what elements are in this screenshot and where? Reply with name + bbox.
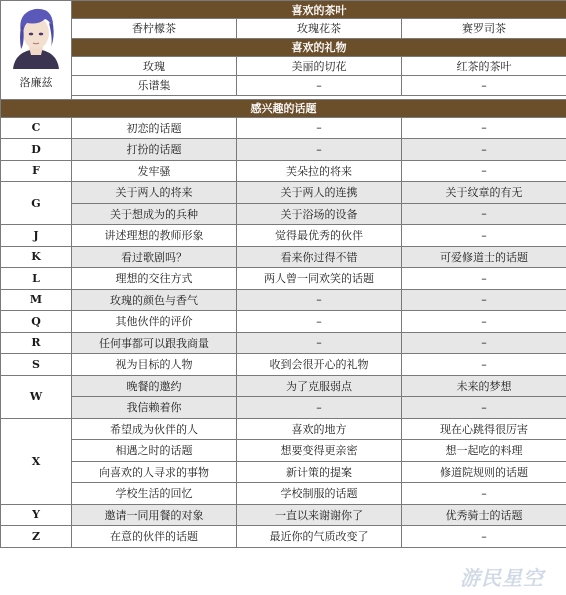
topic-letter: M [1, 289, 72, 311]
topic-item: 收到会很开心的礼物 [237, 354, 402, 376]
topic-item: 晚餐的邀约 [72, 375, 237, 397]
gift-header: 喜欢的礼物 [72, 38, 566, 56]
topic-item: – [402, 160, 566, 182]
topic-item: – [402, 139, 566, 161]
topic-item: 邀请一同用餐的对象 [72, 504, 237, 526]
gift-item: 乐谱集 [72, 76, 237, 96]
topic-item: 芙朵拉的将来 [237, 160, 402, 182]
topic-letter: Q [1, 311, 72, 333]
topic-letter: W [1, 375, 72, 418]
topic-letter: R [1, 332, 72, 354]
topic-letter: D [1, 139, 72, 161]
topic-item: – [402, 483, 566, 505]
topic-item: 相遇之时的话题 [72, 440, 237, 462]
topic-item: 关于浴场的设备 [237, 203, 402, 225]
topic-item: 讲述理想的教师形象 [72, 225, 237, 247]
topic-item: 两人曾一同欢笑的话题 [237, 268, 402, 290]
topic-item: 学校生活的回忆 [72, 483, 237, 505]
topic-item: 在意的伙伴的话题 [72, 526, 237, 548]
gift-item: – [237, 76, 402, 96]
topic-letter: Y [1, 504, 72, 526]
topic-item: 觉得最优秀的伙伴 [237, 225, 402, 247]
character-portrait-icon [5, 3, 67, 69]
topic-item: 最近你的气质改变了 [237, 526, 402, 548]
tea-item: 赛罗司茶 [402, 19, 566, 39]
gift-item: 玫瑰 [72, 56, 237, 76]
topic-item: 发牢骚 [72, 160, 237, 182]
topic-letter: L [1, 268, 72, 290]
topic-item: – [402, 332, 566, 354]
topic-item: 学校制服的话题 [237, 483, 402, 505]
topic-item: – [402, 203, 566, 225]
topic-item: 喜欢的地方 [237, 418, 402, 440]
topic-item: – [402, 397, 566, 419]
gift-item: – [402, 76, 566, 96]
topic-item: – [402, 117, 566, 139]
topic-item: 初恋的话题 [72, 117, 237, 139]
topic-item: 想一起吃的料理 [402, 440, 566, 462]
topic-item: 想要变得更亲密 [237, 440, 402, 462]
topic-letter: S [1, 354, 72, 376]
topic-item: – [237, 311, 402, 333]
topic-item: – [237, 397, 402, 419]
tea-header: 喜欢的茶叶 [72, 1, 566, 19]
topic-item: 为了克服弱点 [237, 375, 402, 397]
topic-letter: K [1, 246, 72, 268]
gift-item: 红茶的茶叶 [402, 56, 566, 76]
watermark: 游民星空 [460, 566, 544, 590]
topic-item: 新计策的提案 [237, 461, 402, 483]
topic-item: 向喜欢的人寻求的事物 [72, 461, 237, 483]
topic-item: 打扮的话题 [72, 139, 237, 161]
topic-item: 优秀骑士的话题 [402, 504, 566, 526]
topic-item: – [237, 117, 402, 139]
topic-item: – [402, 225, 566, 247]
topic-item: – [402, 354, 566, 376]
topic-item: – [402, 289, 566, 311]
topic-item: 修道院规则的话题 [402, 461, 566, 483]
topic-item: 任何事都可以跟我商量 [72, 332, 237, 354]
topic-item: – [237, 332, 402, 354]
topic-letter: C [1, 117, 72, 139]
topic-item: 未来的梦想 [402, 375, 566, 397]
topic-item: – [402, 311, 566, 333]
topic-letter: J [1, 225, 72, 247]
topic-item: 关于两人的将来 [72, 182, 237, 204]
gift-item: 美丽的切花 [237, 56, 402, 76]
topic-item: 看过歌剧吗？ [72, 246, 237, 268]
topic-item: 可爱修道士的话题 [402, 246, 566, 268]
topic-item: 视为目标的人物 [72, 354, 237, 376]
topic-item: 其他伙伴的评价 [72, 311, 237, 333]
topic-letter: Z [1, 526, 72, 548]
topic-item: 现在心跳得很厉害 [402, 418, 566, 440]
tea-item: 香柠檬茶 [72, 19, 237, 39]
character-name: 洛廉兹 [19, 76, 53, 89]
topic-item: 关于两人的连携 [237, 182, 402, 204]
topic-item: 看来你过得不错 [237, 246, 402, 268]
topic-item: – [402, 268, 566, 290]
topic-item: 希望成为伙伴的人 [72, 418, 237, 440]
topic-letter: X [1, 418, 72, 504]
topic-item: 玫瑰的颜色与香气 [72, 289, 237, 311]
character-cell [1, 1, 72, 100]
topic-letter: G [1, 182, 72, 225]
topic-item: 关于纹章的有无 [402, 182, 566, 204]
topic-item: 一直以来谢谢你了 [237, 504, 402, 526]
topic-item: – [237, 139, 402, 161]
topic-item: 我信赖着你 [72, 397, 237, 419]
topic-item: 关于想成为的兵种 [72, 203, 237, 225]
topic-letter: F [1, 160, 72, 182]
topic-item: – [237, 289, 402, 311]
topics-header: 感兴趣的话题 [1, 99, 566, 117]
topic-item: 理想的交往方式 [72, 268, 237, 290]
tea-item: 玫瑰花茶 [237, 19, 402, 39]
topic-item: – [402, 526, 566, 548]
